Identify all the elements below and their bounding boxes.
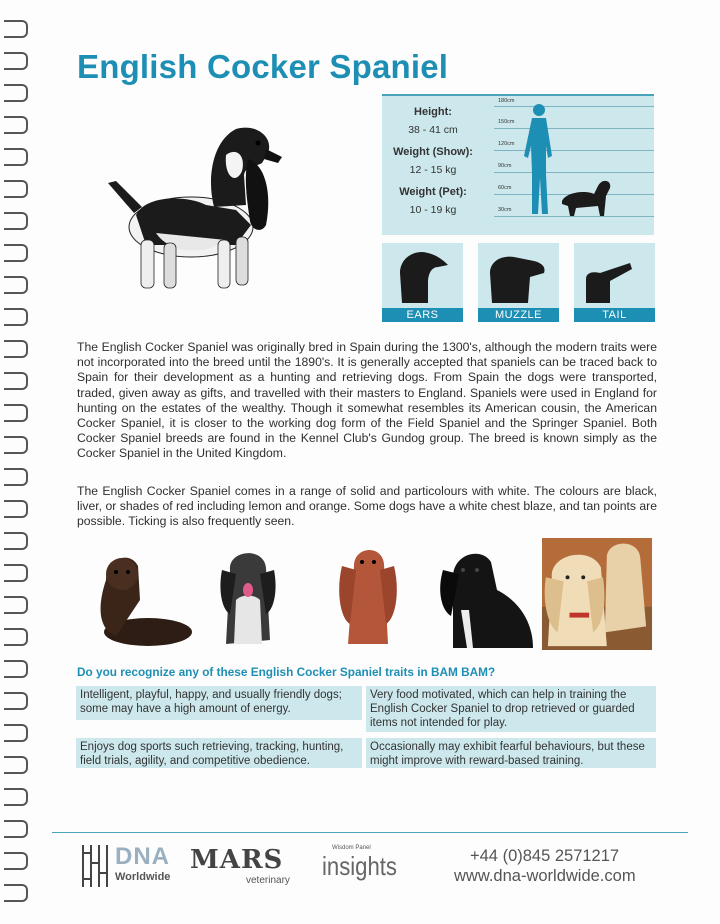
footer	[0, 835, 720, 924]
dna-logo-text: DNA	[115, 843, 170, 870]
contact-website[interactable]: www.dna-worldwide.com	[454, 867, 636, 885]
page-title: English Cocker Spaniel	[77, 48, 449, 85]
breed-size-panel	[382, 94, 654, 235]
photo-lemon-spaniels	[541, 538, 653, 650]
mars-veterinary-logo	[190, 843, 300, 889]
trait-label-muzzle: MUZZLE	[478, 308, 559, 322]
dna-logo-subtext: Worldwide	[115, 871, 171, 883]
contact-phone: +44 (0)845 2571217	[470, 847, 620, 865]
scale-120: 120cm	[498, 141, 515, 147]
dna-worldwide-logo	[77, 843, 177, 889]
spiral-binding	[0, 0, 36, 924]
scale-30: 30cm	[498, 207, 512, 213]
trait-item-4: Occasionally may exhibit fearful behaviours, but these might improve with reward-based training.	[366, 738, 656, 768]
weight-show-label: Weight (Show):	[393, 146, 473, 158]
photo-chocolate-spaniel	[76, 540, 194, 652]
history-paragraph: The English Cocker Spaniel was originally bred in Spain during the 1300's, although the modern traits were not incorporated into the breed until the 1890's. It is generally accepted that spaniels can be traced back to Spain for their development as a hunting and retrieving dogs. From Spain the dogs were transported, traded, given away as gifts, and travelled with their masters to England. Spaniels were used in England for hunting on the estates of the wealthy. Though it somewhat resembles its American cousin, the American Cocker Spaniel, it is closer to the working dog form of the Field Spaniel and the Springer Spaniel. Both Cocker Spaniel breeds are found in the Kennel Club's Gundog group. The breed is known simply as the Cocker Spaniel in the United Kingdom.	[77, 340, 657, 461]
height-label: Height:	[414, 106, 452, 118]
height-scale	[494, 96, 654, 235]
photo-blue-roan-spaniel	[212, 540, 284, 652]
human-dog-silhouette-icon	[494, 96, 654, 235]
trait-card-ears	[382, 243, 463, 322]
trait-label-ears: EARS	[382, 308, 463, 322]
scale-60: 60cm	[498, 185, 512, 191]
ears-silhouette-icon	[382, 243, 463, 308]
mars-logo-subtext: veterinary	[246, 875, 290, 886]
mars-logo-text: MARS	[190, 845, 284, 875]
weight-show-value: 12 - 15 kg	[409, 164, 457, 176]
trait-item-3: Enjoys dog sports such retrieving, tracking, hunting, field trials, agility, and competitive obedience.	[76, 738, 362, 768]
insights-logo-text: insights	[322, 851, 397, 881]
colours-paragraph: The English Cocker Spaniel comes in a range of solid and particolours with white. The colours are black, liver, or shades of red including lemon and orange. Some dogs have a white chest blaze, and tan points are possible. Ticking is also frequently seen.	[77, 484, 657, 529]
wisdom-panel-insights-logo	[322, 843, 412, 889]
trait-card-muzzle	[478, 243, 559, 322]
dna-helix-icon	[77, 843, 113, 889]
wisdom-panel-text: Wisdom Panel	[332, 845, 371, 851]
footer-divider	[52, 832, 688, 833]
cocker-spaniel-illustration	[86, 115, 286, 295]
weight-pet-value: 10 - 19 kg	[409, 204, 457, 216]
muzzle-silhouette-icon	[478, 243, 559, 308]
tail-silhouette-icon	[574, 243, 655, 308]
weight-pet-label: Weight (Pet):	[399, 186, 467, 198]
trait-item-1: Intelligent, playful, happy, and usually friendly dogs; some may have a high amount of energy.	[76, 686, 362, 720]
breed-stats	[382, 96, 484, 235]
traits-question: Do you recognize any of these English Cocker Spaniel traits in BAM BAM?	[77, 665, 496, 679]
trait-label-tail: TAIL	[574, 308, 655, 322]
height-value: 38 - 41 cm	[408, 124, 458, 136]
trait-card-tail	[574, 243, 655, 322]
photo-black-spaniel	[433, 540, 537, 652]
scale-150: 150cm	[498, 119, 515, 125]
scale-90: 90cm	[498, 163, 512, 169]
trait-item-2: Very food motivated, which can help in training the English Cocker Spaniel to drop retrieved or guarded items not intended for play.	[366, 686, 656, 732]
scale-180: 180cm	[498, 98, 515, 104]
photo-golden-spaniel	[328, 540, 408, 652]
